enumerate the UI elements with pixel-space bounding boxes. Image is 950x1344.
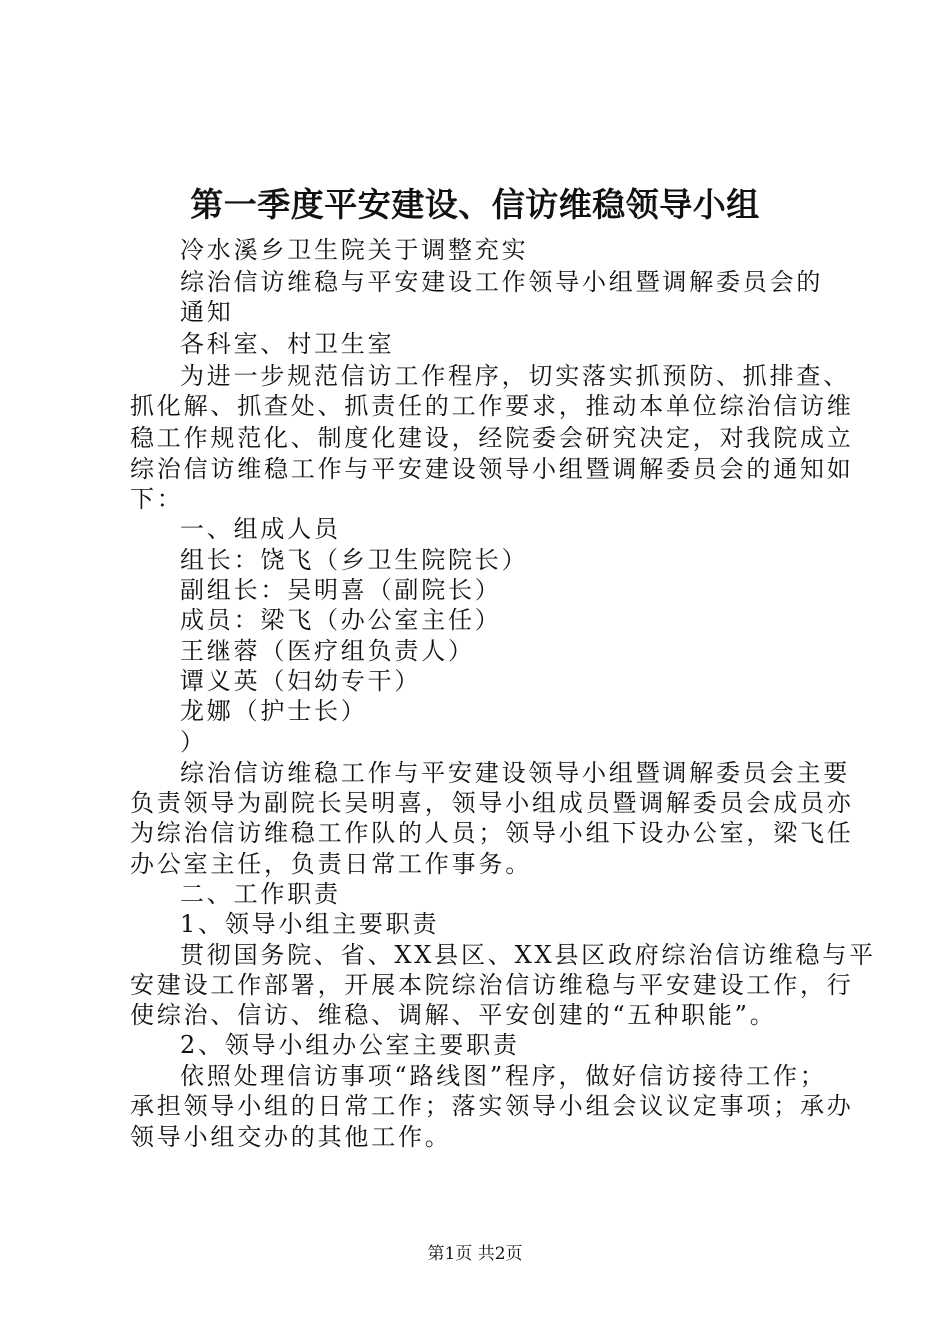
paragraph-line: 负责领导为副院长吴明喜，领导小组成员暨调解委员会成员亦: [130, 789, 854, 817]
heading-line-3: 通知: [180, 298, 234, 326]
paragraph-line: 领导小组交办的其他工作。: [130, 1123, 452, 1151]
member-line: 成员：梁飞（办公室主任）: [180, 606, 502, 634]
intro-line: 下：: [130, 485, 184, 513]
member-line: 组长：饶飞（乡卫生院院长）: [180, 546, 529, 574]
intro-line: 稳工作规范化、制度化建设，经院委会研究决定，对我院成立: [130, 424, 854, 452]
member-line: 谭义英（妇幼专干）: [180, 667, 422, 695]
intro-line: 抓化解、抓查处、抓责任的工作要求，推动本单位综治信访维: [130, 392, 854, 420]
heading-line-1: 冷水溪乡卫生院关于调整充实: [180, 236, 529, 264]
paragraph-line: 贯彻国务院、省、XX县区、XX县区政府综治信访维稳与平: [180, 941, 876, 969]
intro-line: 为进一步规范信访工作程序，切实落实抓预防、抓排查、: [180, 362, 850, 390]
heading-line-2: 综治信访维稳与平安建设工作领导小组暨调解委员会的: [180, 268, 824, 296]
member-line: ）: [180, 728, 207, 756]
paragraph-line: 办公室主任，负责日常工作事务。: [130, 850, 532, 878]
member-line: 王继蓉（医疗组负责人）: [180, 637, 475, 665]
member-line: 副组长：吴明喜（副院长）: [180, 576, 502, 604]
member-line: 龙娜（护士长）: [180, 697, 368, 725]
subsection-heading: 1、领导小组主要职责: [180, 910, 440, 938]
section-heading: 一、组成人员: [180, 515, 341, 543]
subsection-heading: 2、领导小组办公室主要职责: [180, 1031, 520, 1059]
document-title: 第一季度平安建设、信访维稳领导小组: [190, 185, 760, 224]
intro-line: 综治信访维稳工作与平安建设领导小组暨调解委员会的通知如: [130, 455, 854, 483]
addressee: 各科室、村卫生室: [180, 330, 395, 358]
paragraph-line: 依照处理信访事项“路线图”程序，做好信访接待工作；: [180, 1062, 827, 1090]
paragraph-line: 为综治信访维稳工作队的人员；领导小组下设办公室，梁飞任: [130, 819, 854, 847]
paragraph-line: 综治信访维稳工作与平安建设领导小组暨调解委员会主要: [180, 759, 850, 787]
paragraph-line: 安建设工作部署，开展本院综治信访维稳与平安建设工作，行: [130, 971, 854, 999]
paragraph-line: 使综治、信访、维稳、调解、平安创建的“五种职能”。: [130, 1001, 777, 1029]
section-heading: 二、工作职责: [180, 880, 341, 908]
paragraph-line: 承担领导小组的日常工作；落实领导小组会议议定事项；承办: [130, 1092, 854, 1120]
page-footer: 第1页 共2页: [427, 1244, 523, 1264]
